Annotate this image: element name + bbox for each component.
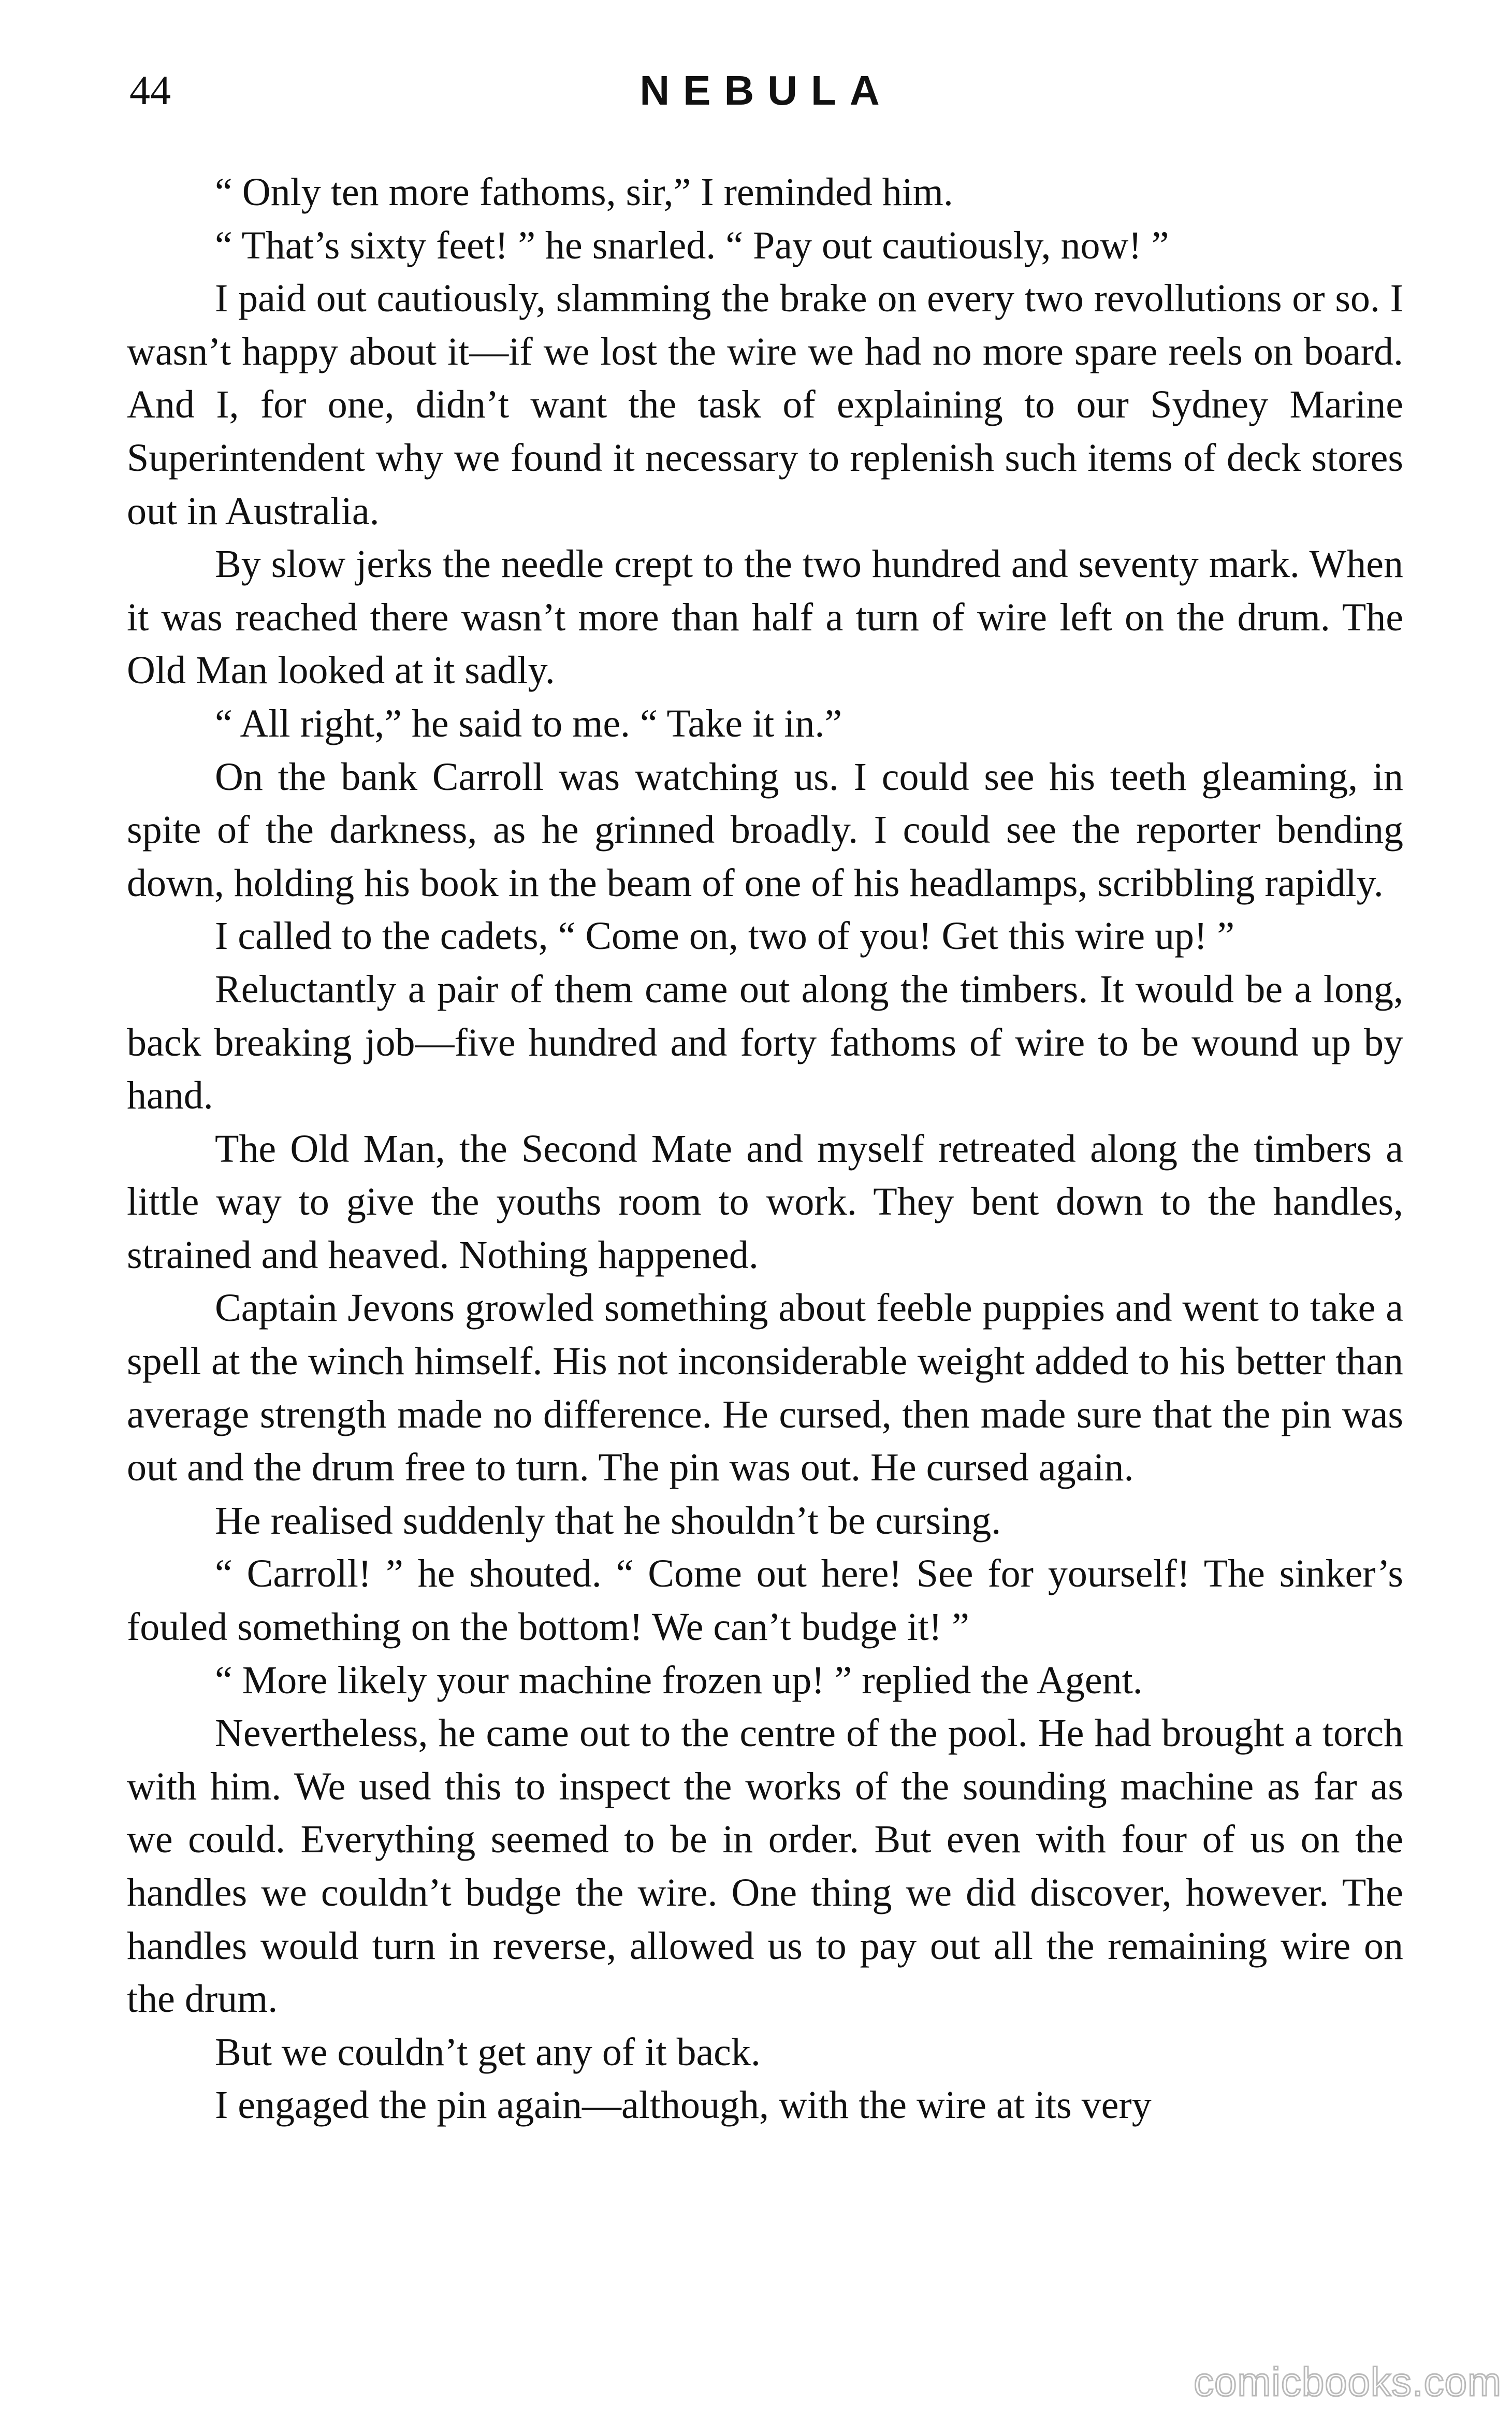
paragraph: On the bank Carroll was watching us. I could see his teeth gleaming, in spite of the darkness, as he grinned broadly. I could see the reporter bending down, holding his book in the beam of one of his headlamps, scribbling rapidly. (127, 755, 1403, 905)
paragraph: “ Only ten more fathoms, sir,” I reminded him. (215, 170, 953, 214)
paragraph: I paid out cautiously, slamming the brake on every two revollutions or so. I wasn’t happy about it—if we lost the wire we had no more spare reels on board. And I, for one, didn’t want the task of explaining to our Sydney Marine Superintendent why we found it necessary to replenish such items of deck stores out in Australia. (127, 277, 1403, 533)
paragraph: The Old Man, the Second Mate and myself retreated along the timbers a little way to give the youths room to work. They bent down to the handles, strained and heaved. Nothing happened. (127, 1127, 1403, 1277)
paragraph: By slow jerks the needle crept to the two hundred and seventy mark. When it was reached there wasn’t more than half a turn of wire left on the drum. The Old Man looked at it sadly. (127, 542, 1403, 693)
page-number: 44 (129, 68, 171, 113)
page-header (129, 62, 1403, 119)
running-title: NEBULA (639, 67, 893, 113)
paragraph: He realised suddenly that he shouldn’t be cursing. (215, 1499, 1001, 1543)
paragraph: Captain Jevons growled something about feeble puppies and went to take a spell at the winch himself. His not inconsiderable weight added to his better than average strength made no difference. He cursed, then made sure that the pin was out and the drum free to turn. The pin was out. He cursed again. (127, 1286, 1403, 1490)
site-watermark: comicbooks.com (1194, 2359, 1502, 2404)
paragraph: “ More likely your machine frozen up! ” replied the Agent. (215, 1658, 1143, 1702)
paragraph: “ Carroll! ” he shouted. “ Come out here! See for yourself! The sinker’s fouled something on the bottom! We can’t budge it! ” (127, 1552, 1403, 1649)
paragraph: I engaged the pin again—although, with the wire at its very (215, 2083, 1152, 2127)
paragraph: Reluctantly a pair of them came out along the timbers. It would be a long, back breaking job—five hundred and forty fathoms of wire to be wound up by hand. (127, 967, 1403, 1118)
paragraph: “ That’s sixty feet! ” he snarled. “ Pay out cautiously, now! ” (215, 223, 1169, 267)
paragraph: But we couldn’t get any of it back. (215, 2030, 761, 2074)
body-text (127, 166, 1403, 2132)
paragraph: “ All right,” he said to me. “ Take it in.” (215, 701, 842, 745)
paragraph: I called to the cadets, “ Come on, two of you! Get this wire up! ” (215, 914, 1235, 958)
paragraph: Nevertheless, he came out to the centre of the pool. He had brought a torch with him. We used this to inspect the works of the sounding machine as far as we could. Everything seemed to be in order. But even with four of us on the handles we couldn’t budge the wire. One thing we did discover, however. The handles would turn in reverse, allowed us to pay out all the remaining wire on the drum. (127, 1711, 1403, 2021)
